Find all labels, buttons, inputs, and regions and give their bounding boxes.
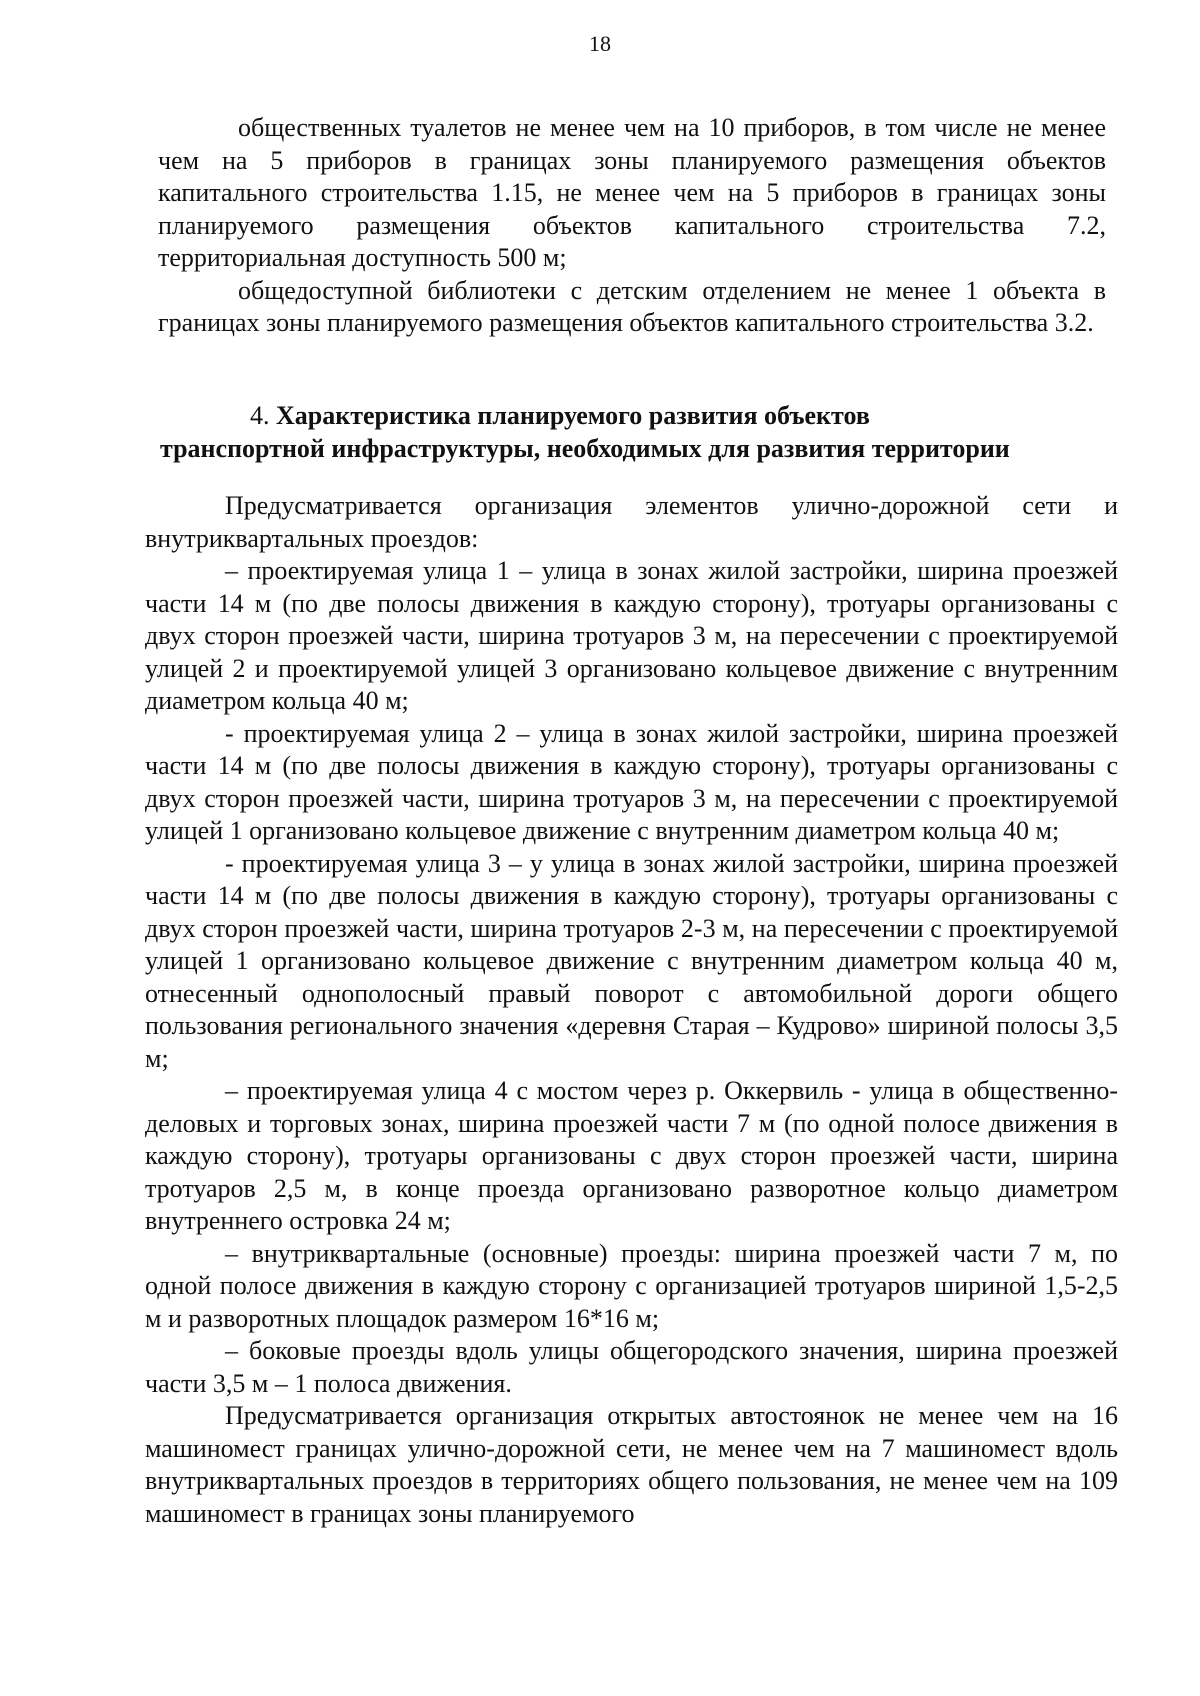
paragraph-library: общедоступной библиотеки с детским отделением не менее 1 объекта в границах зоны планируемого размещения объектов капитального строительства 3.2.	[158, 275, 1106, 337]
paragraph-street-2: - проектируемая улица 2 – улица в зонах жилой застройки, ширина проезжей части 14 м (по две полосы движения в каждую сторону), тротуары организованы с двух сторон проезжей части, ширина тротуаров 3 м, на пересечении с проектируемой улицей 1 организовано кольцевое движение с внутренним диаметром кольца 40 м;	[145, 718, 1118, 845]
paragraph-intro: Предусматривается организация элементов улично-дорожной сети и внутриквартальных проездов:	[145, 491, 1118, 553]
paragraph-public-toilets: общественных туалетов не менее чем на 10 приборов, в том числе не менее чем на 5 приборов в границах зоны планируемого размещения объектов капитального строительства 1.15, не менее чем на 5 приборов в границах зоны планируемого размещения объектов капитального строительства 7.2, территориальная доступность 500 м;	[158, 113, 1106, 272]
page-number: 18	[589, 31, 611, 56]
paragraph-inner-drives: – внутриквартальные (основные) проезды: ширина проезжей части 7 м, по одной полосе движения в каждую сторону с организацией тротуаров шириной 1,5-2,5 м и разворотных площадок размером 16*16 м;	[145, 1238, 1118, 1333]
top-text-block	[0, 112, 1200, 340]
section-title-part-2: транспортной инфраструктуры, необходимых для развития территории	[160, 433, 1010, 463]
section-heading	[0, 400, 1200, 465]
section-title-part-1: Характеристика планируемого развития объектов	[276, 401, 870, 430]
paragraph-street-3: - проектируемая улица 3 – у улица в зонах жилой застройки, ширина проезжей части 14 м (по две полосы движения в каждую сторону), тротуары организованы с двух сторон проезжей части, ширина тротуаров 2-3 м, на пересечении с проектируемой улицей 1 организовано кольцевое движение с внутренним диаметром кольца 40 м, отнесенный однополосный правый поворот с автомобильной дороги общего пользования регионального значения «деревня Старая – Кудрово» шириной полосы 3,5 м;	[145, 848, 1118, 1073]
paragraph-side-drives: – боковые проезды вдоль улицы общегородского значения, ширина проезжей части 3,5 м – 1 полоса движения.	[145, 1336, 1118, 1398]
section-number: 4.	[250, 401, 270, 430]
section-heading-line-2	[0, 433, 1200, 466]
section-heading-line-1	[0, 400, 1200, 433]
paragraph-parking: Предусматривается организация открытых автостоянок не менее чем на 16 машиномест границах улично-дорожной сети, не менее чем на 7 машиномест вдоль внутриквартальных проездов в территориях общего пользования, не менее чем на 109 машиномест в границах зоны планируемого	[145, 1401, 1118, 1528]
main-text-block	[0, 490, 1200, 1530]
paragraph-street-4: – проектируемая улица 4 с мостом через р. Оккервиль - улица в общественно-деловых и торговых зонах, ширина проезжей части 7 м (по одной полосе движения в каждую сторону), тротуары организованы с двух сторон проезжей части, ширина тротуаров 2,5 м, в конце проезда организовано разворотное кольцо диаметром внутреннего островка 24 м;	[145, 1076, 1118, 1235]
paragraph-street-1: – проектируемая улица 1 – улица в зонах жилой застройки, ширина проезжей части 14 м (по две полосы движения в каждую сторону), тротуары организованы с двух сторон проезжей части, ширина тротуаров 3 м, на пересечении с проектируемой улицей 2 и проектируемой улицей 3 организовано кольцевое движение с внутренним диаметром кольца 40 м;	[145, 556, 1118, 715]
